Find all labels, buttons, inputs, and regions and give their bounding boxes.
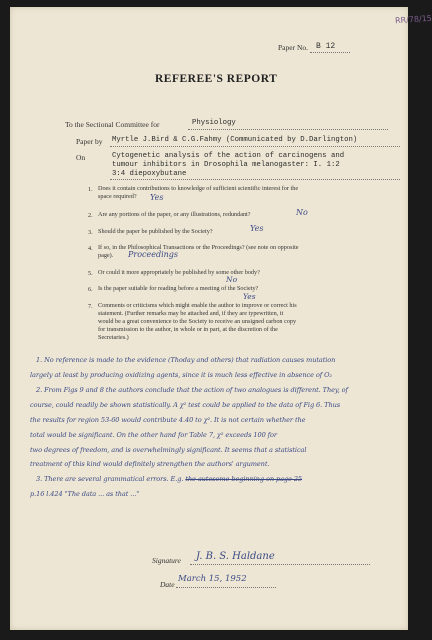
comment-line-6: total would be significant. On the other hand for Table 7, χ² exceeds 100 for	[30, 431, 277, 439]
question-5-answer: No	[226, 275, 238, 284]
comment-line-9-main: 3. There are several grammatical errors. E.g.	[36, 475, 184, 483]
on-value-line1: Cytogenetic analysis of the action of carcinogens and	[112, 152, 345, 160]
question-7-text-line1: Comments or criticisms which might enable the author to improve or correct his	[98, 302, 297, 309]
date-value: March 15, 1952	[178, 574, 247, 584]
paper-by-value: Myrtle J.Bird & C.G.Fahmy (Communicated by D.Darlington)	[112, 136, 358, 144]
paper-by-dotline	[110, 146, 400, 147]
date-label: Date	[160, 580, 175, 589]
question-1-text-cont: space required?	[98, 193, 137, 200]
question-5-number: 5.	[88, 270, 93, 277]
comment-line-9	[36, 475, 302, 483]
question-7-text-line2: statement. (Further remarks may be attached and, if they are typewritten, it	[98, 310, 284, 317]
question-7-text-line4: for transmission to the author, in whole or in part, at the discretion of the	[98, 326, 278, 333]
comment-line-7: two degrees of freedom, and is overwhelmingly significant. It seems that a statistical	[30, 446, 307, 454]
comment-line-10: p.16 l.424 "The data ... as that ..."	[30, 490, 140, 498]
question-6-text: Is the paper suitable for reading before a meeting of the Society?	[98, 285, 259, 292]
comment-line-3: 2. From Figs 9 and 8 the authors conclude that the action of two analogues is different. They, of	[36, 386, 348, 394]
comment-line-2: largely at least by producing oxidizing agents, since it is much less effective in absence of O₂	[30, 371, 332, 379]
question-3-answer: Yes	[250, 224, 264, 233]
on-value-line3: 3:4 diepoxybutane	[112, 170, 187, 178]
committee-label: To the Sectional Committee for	[65, 120, 160, 129]
question-4-answer: Proceedings	[128, 250, 179, 259]
paper-no-value: B 12	[316, 42, 336, 51]
on-label: On	[76, 153, 86, 162]
question-1-answer: Yes	[150, 193, 164, 202]
on-dotline	[110, 179, 400, 180]
on-value-line2: tumour inhibitors in Drosophila melanogaster: I. 1:2	[112, 161, 340, 169]
comment-line-1: 1. No reference is made to the evidence (Thoday and others) that radiation causes mutation	[36, 356, 336, 364]
comment-line-9-struck: the autosome beginning on page 25	[185, 475, 303, 483]
question-2-number: 2.	[88, 212, 93, 219]
comment-line-5: the results for region 53-60 would contribute 4.40 to χ². It is not certain whether the	[30, 416, 306, 424]
paper-by-label: Paper by	[76, 137, 103, 146]
question-4-number: 4.	[88, 245, 93, 252]
report-page	[10, 7, 432, 630]
question-7-text-line3: would be a great convenience to the Society to receive an unsigned carbon copy	[98, 318, 297, 325]
date-dotline	[176, 587, 276, 588]
question-3-number: 3.	[88, 229, 93, 236]
comment-line-4: course, could readily be shown statistically. A χ² test could be applied to the data of Fig 6. Thus	[30, 401, 341, 409]
question-6-answer: Yes	[243, 292, 256, 301]
committee-value: Physiology	[192, 119, 236, 127]
question-7-text-line5: Secretaries.)	[98, 334, 129, 341]
signature-dotline	[190, 564, 370, 565]
question-1-text: Does it contain contributions to knowledge of sufficient scientific interest for the	[98, 185, 299, 192]
question-6-number: 6.	[88, 286, 93, 293]
comment-line-8: treatment of this kind would definitely strengthen the authors' argument.	[30, 460, 270, 468]
question-4-text: If so, in the Philosophical Transactions or the Proceedings? (see note on opposite	[98, 244, 299, 251]
paper-no-label: Paper No.	[278, 43, 308, 52]
question-4-text-cont: page).	[98, 252, 114, 259]
question-5-text: Or could it more appropriately be published by some other body?	[98, 269, 260, 276]
paper-no-dotline	[310, 52, 350, 53]
question-1-number: 1.	[88, 186, 93, 193]
signature-value: J. B. S. Haldane	[196, 551, 275, 562]
question-2-text: Are any portions of the paper, or any illustrations, redundant?	[98, 211, 251, 218]
archive-ref-number: RR/78/15	[394, 13, 432, 26]
question-3-text: Should the paper be published by the Society?	[98, 228, 213, 235]
committee-dotline	[188, 129, 388, 130]
question-2-answer: No	[296, 208, 308, 217]
page-title: REFEREE'S REPORT	[155, 73, 278, 85]
signature-label: Signature	[152, 556, 181, 565]
question-7-number: 7.	[88, 303, 93, 310]
